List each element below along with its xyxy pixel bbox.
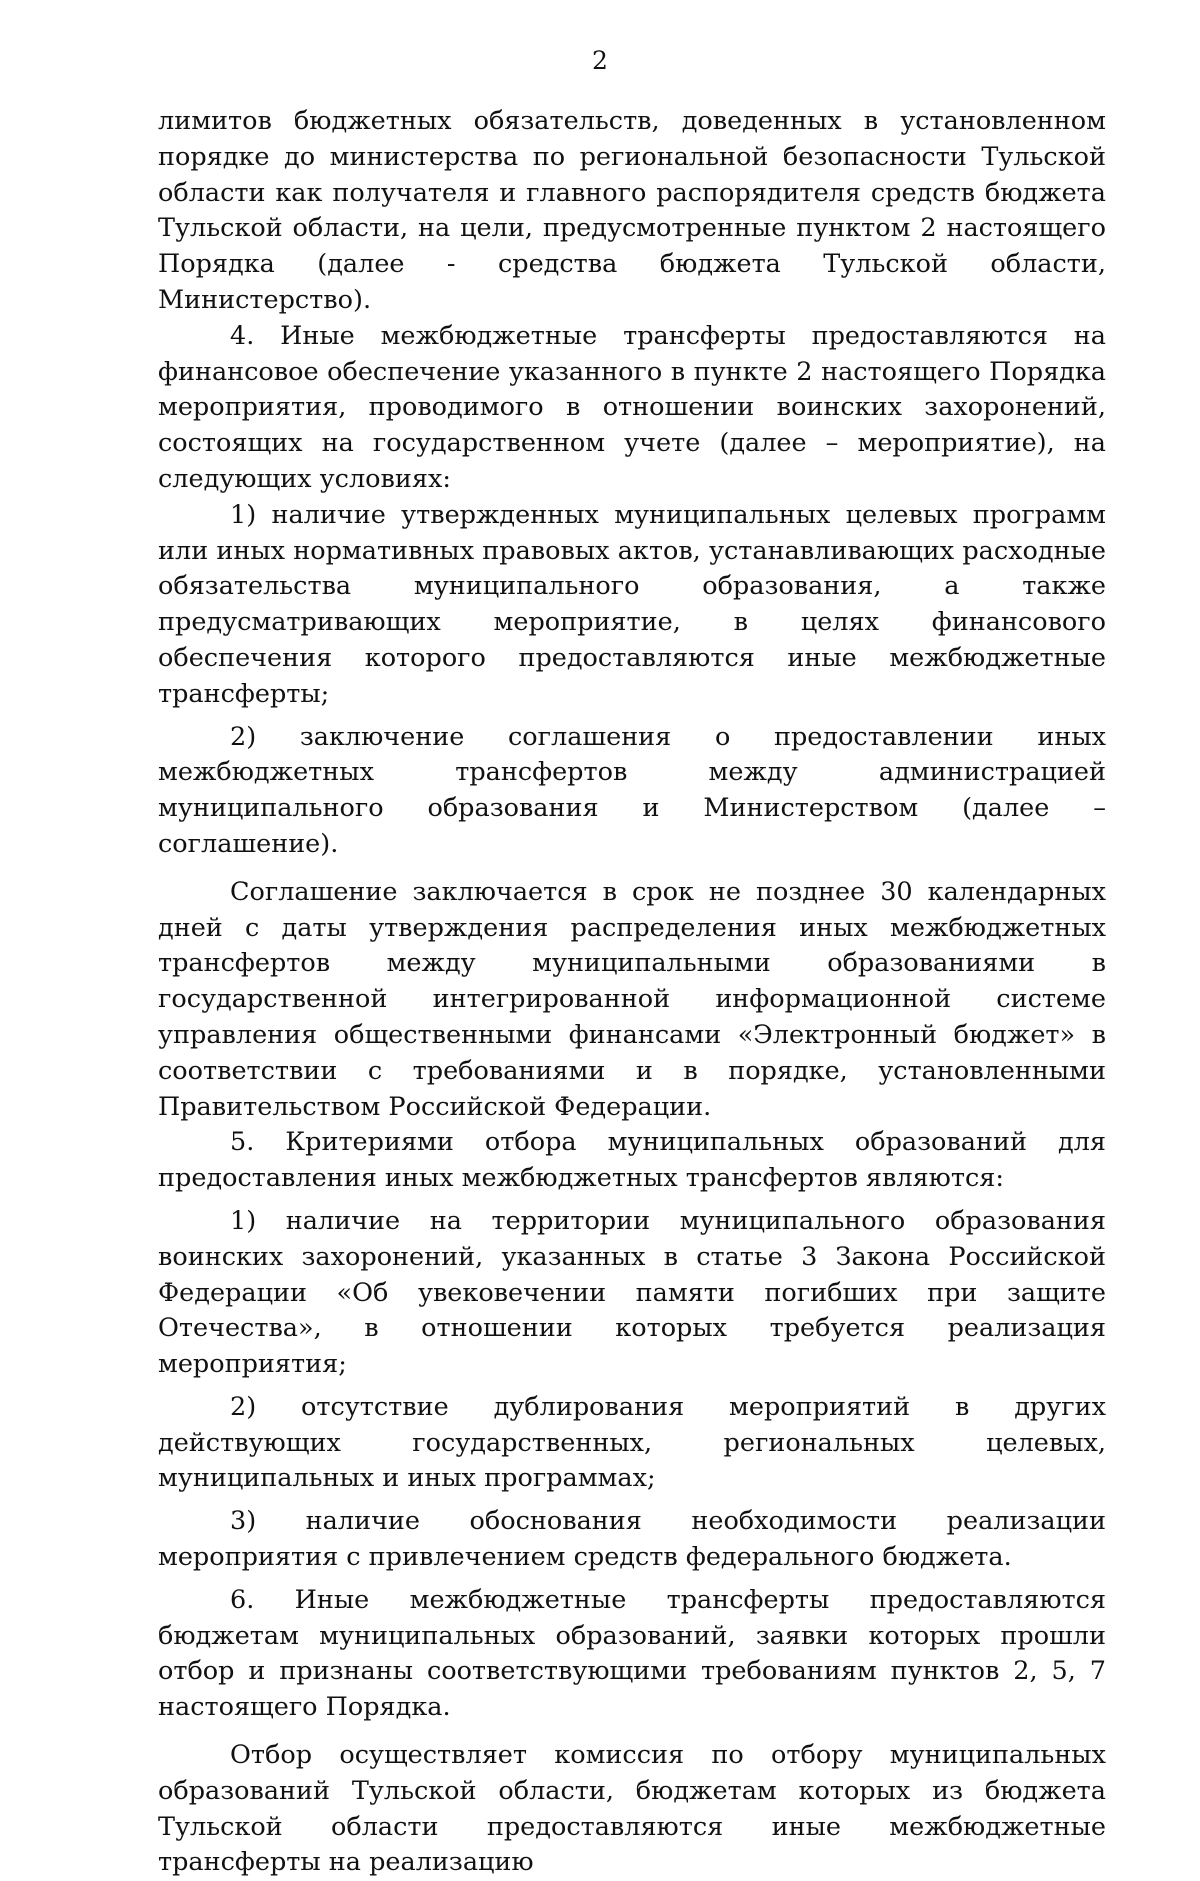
paragraph-selection: Отбор осуществляет комиссия по отбору муниципальных образований Тульской области, бюджетам которых из бюджета Тульской области предоставляются иные межбюджетные трансферты на реализацию: [158, 1740, 1106, 1878]
document-body: [158, 104, 1106, 1881]
paragraph-agreement: Соглашение заключается в срок не позднее 30 календарных дней с даты утверждения распределения иных межбюджетных трансфертов между муниципальными образованиями в государственной интегрированной информационной системе управления общественными финансами «Электронный бюджет» в соответствии с требованиями и в порядке, установленными Правительством Российской Федерации.: [158, 876, 1106, 1122]
page-number: 2: [592, 46, 608, 75]
paragraph-item-5-1: 1) наличие на территории муниципального образования воинских захоронений, указанных в статье 3 Закона Российской Федерации «Об увековечении памяти погибших при защите Отечества», в отношении которых требуется реализация мероприятия;: [158, 1205, 1106, 1380]
paragraph-item-4-1: 1) наличие утвержденных муниципальных целевых программ или иных нормативных правовых актов, устанавливающих расходные обязательства муниципального образования, а также предусматривающих мероприятие, в целях финансового обеспечения которого предоставляются иные межбюджетные трансферты;: [158, 499, 1106, 709]
paragraph-item-5-2: 2) отсутствие дублирования мероприятий в других действующих государственных, региональных целевых, муниципальных и иных программах;: [158, 1391, 1106, 1494]
paragraph-item-6: 6. Иные межбюджетные трансферты предоставляются бюджетам муниципальных образований, заявки которых прошли отбор и признаны соответствующими требованиям пунктов 2, 5, 7 настоящего Порядка.: [158, 1584, 1106, 1723]
paragraph-continuation: лимитов бюджетных обязательств, доведенных в установленном порядке до министерства по региональной безопасности Тульской области как получателя и главного распорядителя средств бюджета Тульской области, на цели, предусмотренные пунктом 2 настоящего Порядка (далее - средства бюджета Тульской области, Министерство).: [158, 106, 1106, 315]
paragraph-item-4-2: 2) заключение соглашения о предоставлении иных межбюджетных трансфертов между администрацией муниципального образования и Министерством (далее – соглашение).: [158, 721, 1106, 859]
paragraph-item-4: 4. Иные межбюджетные трансферты предоставляются на финансовое обеспечение указанного в пункте 2 настоящего Порядка мероприятия, проводимого в отношении воинских захоронений, состоящих на государственном учете (далее – мероприятие), на следующих условиях:: [158, 320, 1106, 494]
paragraph-item-5-3: 3) наличие обоснования необходимости реализации мероприятия с привлечением средств федерального бюджета.: [158, 1506, 1106, 1573]
paragraph-item-5: 5. Критериями отбора муниципальных образований для предоставления иных межбюджетных трансфертов являются:: [158, 1127, 1106, 1194]
